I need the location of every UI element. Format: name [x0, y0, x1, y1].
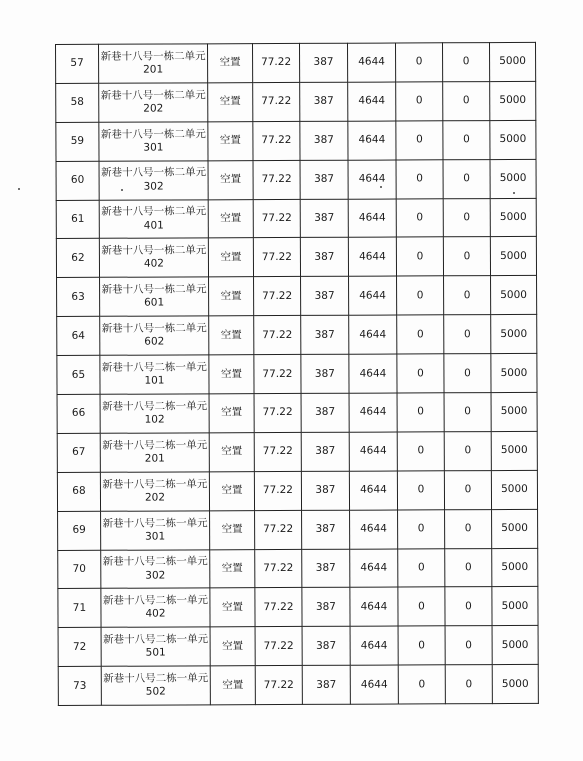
- status-cell: 空置: [210, 510, 255, 549]
- value-387-cell: 387: [302, 510, 350, 549]
- status-cell: 空置: [209, 355, 254, 394]
- value-387-cell: 387: [300, 82, 348, 121]
- value-5000-cell: 5000: [491, 276, 537, 315]
- address-cell: [99, 238, 208, 277]
- address-line: 新巷十八号一栋二单元: [100, 89, 206, 102]
- table-row: [58, 548, 538, 589]
- status-cell: 空置: [209, 394, 254, 433]
- value-5000-cell: 5000: [489, 42, 535, 81]
- value-zero-cell: 0: [445, 548, 492, 587]
- value-zero-cell: 0: [397, 276, 444, 315]
- value-5000-cell: 5000: [491, 431, 537, 470]
- value-387-cell: 387: [301, 354, 349, 393]
- row-number-cell: 61: [56, 200, 99, 239]
- address-line: 新巷十八号二栋一单元: [102, 477, 208, 491]
- table-row: [56, 159, 536, 200]
- unit-number: 602: [144, 335, 165, 348]
- value-387-cell: 387: [302, 549, 350, 588]
- status-cell: 空置: [210, 588, 255, 627]
- value-zero-cell: 0: [444, 315, 491, 354]
- value-zero-cell: 0: [442, 43, 489, 82]
- value-zero-cell: 0: [396, 159, 443, 198]
- row-number-cell: 57: [56, 44, 99, 83]
- status-cell: 空置: [208, 160, 253, 199]
- value-zero-cell: 0: [443, 120, 490, 159]
- address-cell: [101, 627, 210, 666]
- status-cell: 空置: [208, 199, 253, 238]
- row-number-cell: 67: [57, 433, 100, 472]
- area-cell: 77.22: [253, 121, 300, 160]
- value-4644-cell: 4644: [350, 626, 398, 665]
- address-cell: [100, 472, 209, 511]
- address-cell: [101, 511, 210, 550]
- value-zero-cell: 0: [444, 354, 491, 393]
- unit-number: 502: [145, 685, 166, 698]
- value-zero-cell: 0: [397, 393, 444, 432]
- status-cell: 空置: [209, 316, 254, 355]
- unit-number: 501: [145, 646, 166, 659]
- value-zero-cell: 0: [445, 665, 492, 704]
- value-zero-cell: 0: [443, 159, 490, 198]
- address-cell: [99, 44, 208, 83]
- value-387-cell: 387: [301, 432, 349, 471]
- unit-number: 202: [144, 491, 166, 504]
- address-cell: [100, 355, 209, 394]
- area-cell: 77.22: [254, 432, 301, 471]
- status-cell: 空置: [208, 121, 253, 160]
- ledger-body: [56, 42, 539, 705]
- address-cell: [100, 316, 209, 355]
- address-line: 新巷十八号一栋二单元: [101, 166, 207, 180]
- row-number-cell: 72: [58, 628, 101, 667]
- area-cell: 77.22: [254, 277, 301, 316]
- address-line: 新巷十八号二栋一单元: [101, 361, 207, 374]
- area-cell: 77.22: [254, 393, 301, 432]
- value-4644-cell: 4644: [347, 43, 395, 82]
- value-4644-cell: 4644: [349, 432, 397, 471]
- value-zero-cell: 0: [398, 548, 445, 587]
- row-number-cell: 58: [56, 83, 99, 122]
- value-5000-cell: 5000: [491, 354, 537, 393]
- area-cell: 77.22: [255, 549, 302, 588]
- value-zero-cell: 0: [398, 665, 445, 704]
- value-zero-cell: 0: [397, 354, 444, 393]
- table-row: [58, 509, 538, 550]
- value-387-cell: 387: [301, 315, 349, 354]
- value-zero-cell: 0: [398, 626, 445, 665]
- scan-speck: [513, 192, 515, 194]
- value-zero-cell: 0: [396, 82, 443, 121]
- status-cell: 空置: [208, 83, 253, 122]
- address-cell: [99, 83, 208, 122]
- area-cell: 77.22: [254, 355, 301, 394]
- status-cell: 空置: [208, 238, 253, 277]
- table-row: [57, 431, 537, 472]
- status-cell: 空置: [209, 277, 254, 316]
- address-line: 新巷十八号一栋二单元: [101, 283, 207, 296]
- value-5000-cell: 5000: [492, 665, 538, 704]
- status-cell: 空置: [210, 549, 255, 588]
- status-cell: 空置: [210, 627, 255, 666]
- value-zero-cell: 0: [444, 470, 491, 509]
- value-4644-cell: 4644: [350, 549, 398, 588]
- value-zero-cell: 0: [398, 509, 445, 548]
- value-zero-cell: 0: [395, 43, 442, 82]
- value-387-cell: 387: [299, 43, 347, 82]
- value-zero-cell: 0: [398, 587, 445, 626]
- value-387-cell: 387: [300, 199, 348, 238]
- value-5000-cell: 5000: [490, 81, 536, 120]
- value-387-cell: 387: [301, 393, 349, 432]
- value-387-cell: 387: [300, 238, 348, 277]
- area-cell: 77.22: [253, 160, 300, 199]
- value-387-cell: 387: [301, 471, 349, 510]
- address-line: 新巷十八号一栋二单元: [101, 205, 207, 219]
- area-cell: 77.22: [255, 627, 302, 666]
- unit-number: 402: [143, 257, 165, 271]
- address-cell: [99, 199, 208, 238]
- row-number-cell: 62: [56, 239, 99, 278]
- value-5000-cell: 5000: [490, 159, 536, 198]
- address-line: 新巷十八号二栋一单元: [102, 555, 208, 569]
- row-number-cell: 64: [57, 317, 100, 356]
- value-zero-cell: 0: [443, 237, 490, 276]
- value-zero-cell: 0: [444, 276, 491, 315]
- unit-number: 201: [144, 452, 165, 465]
- table-row: [56, 237, 536, 278]
- value-4644-cell: 4644: [349, 354, 397, 393]
- address-line: 新巷十八号一栋二单元: [101, 322, 207, 335]
- value-zero-cell: 0: [396, 121, 443, 160]
- value-387-cell: 387: [302, 665, 350, 704]
- value-zero-cell: 0: [397, 432, 444, 471]
- address-cell: [100, 277, 209, 316]
- value-4644-cell: 4644: [348, 237, 396, 276]
- status-cell: 空置: [210, 666, 255, 705]
- value-5000-cell: 5000: [492, 626, 538, 665]
- status-cell: 空置: [209, 471, 254, 510]
- value-387-cell: 387: [300, 121, 348, 160]
- value-zero-cell: 0: [444, 393, 491, 432]
- table-row: [56, 42, 536, 83]
- address-cell: [99, 161, 208, 200]
- value-5000-cell: 5000: [491, 470, 537, 509]
- unit-number: 302: [143, 180, 164, 193]
- value-4644-cell: 4644: [350, 665, 398, 704]
- value-zero-cell: 0: [444, 432, 491, 471]
- table-row: [57, 354, 537, 395]
- address-line: 新巷十八号一栋二单元: [101, 244, 207, 258]
- address-line: 新巷十八号二栋一单元: [102, 400, 208, 413]
- scan-speck: [380, 186, 382, 188]
- value-4644-cell: 4644: [348, 121, 396, 160]
- table-row: [58, 665, 538, 706]
- value-zero-cell: 0: [396, 237, 443, 276]
- value-5000-cell: 5000: [490, 198, 536, 237]
- value-zero-cell: 0: [396, 198, 443, 237]
- value-4644-cell: 4644: [349, 471, 397, 510]
- value-zero-cell: 0: [443, 81, 490, 120]
- unit-number: 301: [145, 530, 166, 543]
- unit-number: 401: [143, 219, 164, 232]
- address-cell: [99, 122, 208, 161]
- row-number-cell: 68: [57, 472, 100, 511]
- area-cell: 77.22: [255, 666, 302, 705]
- table-row: [58, 587, 538, 628]
- address-cell: [100, 433, 209, 472]
- unit-number: 101: [144, 374, 165, 387]
- value-5000-cell: 5000: [491, 392, 537, 431]
- status-cell: 空置: [208, 44, 253, 83]
- value-4644-cell: 4644: [348, 82, 396, 121]
- value-4644-cell: 4644: [348, 160, 396, 199]
- address-line: 新巷十八号二栋一单元: [102, 516, 208, 530]
- table-row: [56, 120, 536, 161]
- area-cell: 77.22: [253, 238, 300, 277]
- row-number-cell: 70: [58, 550, 101, 589]
- value-387-cell: 387: [300, 160, 348, 199]
- row-number-cell: 66: [57, 394, 100, 433]
- value-zero-cell: 0: [445, 509, 492, 548]
- value-4644-cell: 4644: [349, 315, 397, 354]
- value-zero-cell: 0: [397, 315, 444, 354]
- address-line: 新巷十八号一栋二单元: [100, 50, 206, 63]
- value-4644-cell: 4644: [350, 510, 398, 549]
- address-cell: [100, 394, 209, 433]
- value-4644-cell: 4644: [350, 587, 398, 626]
- value-4644-cell: 4644: [348, 199, 396, 238]
- value-5000-cell: 5000: [490, 120, 536, 159]
- table-row: [56, 81, 536, 122]
- value-zero-cell: 0: [445, 626, 492, 665]
- value-4644-cell: 4644: [349, 276, 397, 315]
- area-cell: 77.22: [253, 199, 300, 238]
- unit-number: 402: [145, 607, 166, 621]
- scan-speck: [121, 189, 123, 191]
- address-line: 新巷十八号二栋一单元: [102, 594, 208, 608]
- value-zero-cell: 0: [443, 198, 490, 237]
- address-cell: [101, 588, 210, 627]
- address-line: 新巷十八号二栋一单元: [102, 439, 208, 452]
- value-387-cell: 387: [302, 627, 350, 666]
- area-cell: 77.22: [254, 316, 301, 355]
- table-row: [58, 626, 538, 667]
- property-ledger-table: [55, 42, 539, 706]
- status-cell: 空置: [209, 433, 254, 472]
- table-row: [56, 198, 536, 239]
- address-cell: [101, 666, 210, 705]
- row-number-cell: 60: [56, 161, 99, 200]
- value-5000-cell: 5000: [490, 237, 536, 276]
- area-cell: 77.22: [254, 471, 301, 510]
- value-4644-cell: 4644: [349, 393, 397, 432]
- value-5000-cell: 5000: [492, 509, 538, 548]
- area-cell: 77.22: [253, 43, 300, 82]
- table-row: [57, 315, 537, 356]
- scan-speck: [18, 188, 20, 190]
- row-number-cell: 73: [58, 667, 101, 706]
- value-5000-cell: 5000: [492, 587, 538, 626]
- value-387-cell: 387: [301, 277, 349, 316]
- address-line: 新巷十八号二栋一单元: [103, 633, 209, 646]
- area-cell: 77.22: [255, 510, 302, 549]
- area-cell: 77.22: [253, 82, 300, 121]
- address-line: 新巷十八号二栋一单元: [103, 672, 209, 685]
- row-number-cell: 69: [58, 511, 101, 550]
- value-5000-cell: 5000: [491, 315, 537, 354]
- unit-number: 601: [144, 296, 165, 309]
- unit-number: 301: [143, 141, 164, 154]
- row-number-cell: 63: [57, 278, 100, 317]
- unit-number: 302: [145, 569, 166, 582]
- unit-number: 201: [143, 63, 164, 76]
- unit-number: 202: [143, 102, 164, 115]
- value-zero-cell: 0: [397, 471, 444, 510]
- value-5000-cell: 5000: [492, 548, 538, 587]
- address-line: 新巷十八号一栋二单元: [100, 127, 206, 141]
- table-row: [57, 470, 537, 511]
- unit-number: 102: [144, 413, 165, 426]
- table-row: [57, 392, 537, 433]
- row-number-cell: 59: [56, 122, 99, 161]
- row-number-cell: 71: [58, 589, 101, 628]
- address-cell: [101, 549, 210, 588]
- table-row: [57, 276, 537, 317]
- row-number-cell: 65: [57, 355, 100, 394]
- area-cell: 77.22: [255, 588, 302, 627]
- value-zero-cell: 0: [445, 587, 492, 626]
- value-387-cell: 387: [302, 588, 350, 627]
